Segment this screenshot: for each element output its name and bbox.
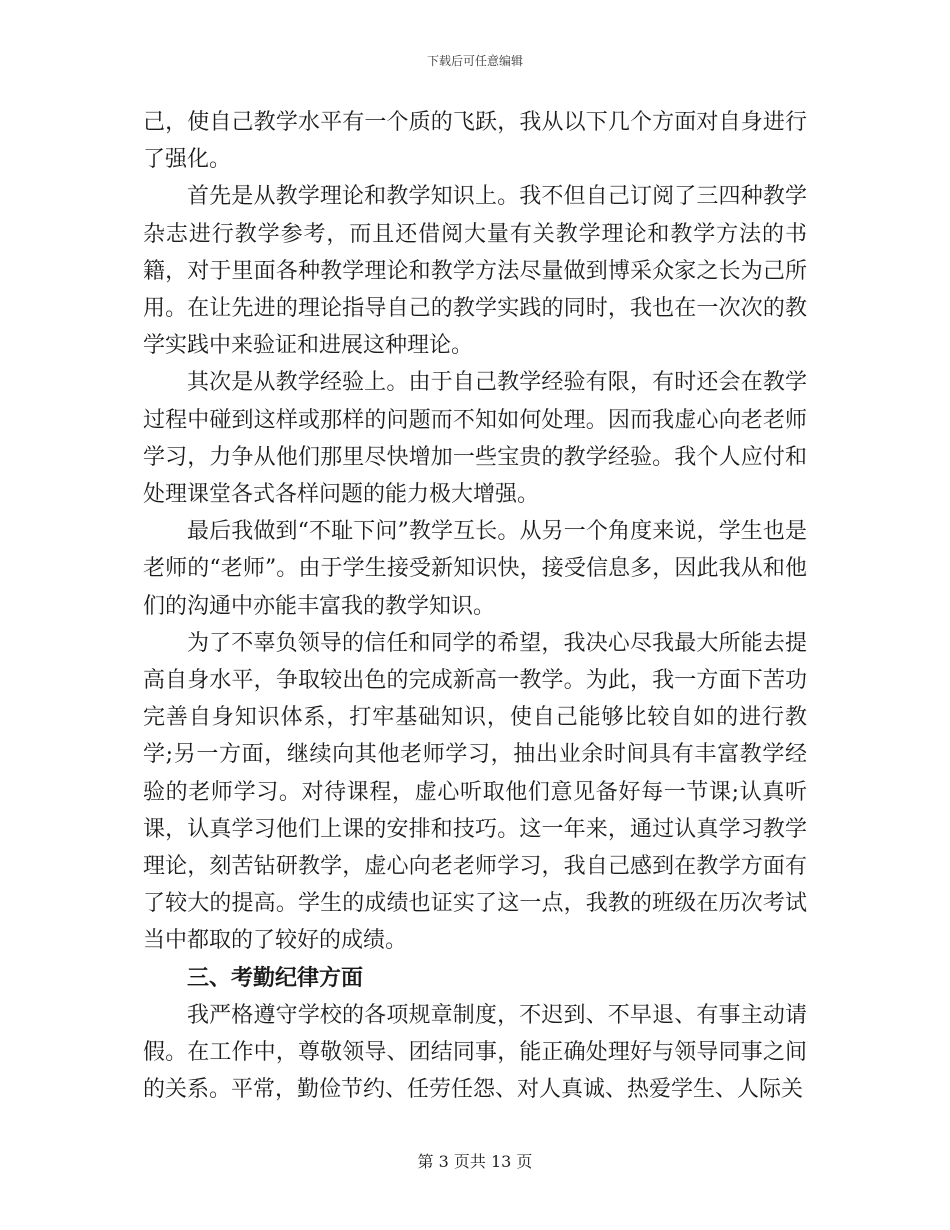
section-heading-attendance: 三、考勤纪律方面: [187, 964, 364, 991]
paragraph-continuation: 己，使自己教学水平有一个质的飞跃，我从以下几个方面对自身进行了强化。: [143, 110, 807, 173]
document-body: [143, 104, 807, 1108]
paragraph-self-improvement: 为了不辜负领导的信任和同学的希望，我决心尽我最大所能去提高自身水平，争取较出色的完成新高一教学。为此，我一方面下苦功完善自身知识体系，打牢基础知识，使自己能够比较自如的进行教学;另一方面，继续向其他老师学习，抽出业余时间具有丰富教学经验的老师学习。对待课程，虚心听取他们意见备好每一节课;认真听课，认真学习他们上课的安排和技巧。这一年来，通过认真学习教学理论，刻苦钻研教学，虚心向老老师学习，我自己感到在教学方面有了较大的提高。学生的成绩也证实了这一点，我教的班级在历次考试当中都取的了较好的成绩。: [143, 630, 807, 954]
paragraph-learning-from-students: 最后我做到“不耻下问”教学互长。从另一个角度来说，学生也是老师的“老师”。由于学生接受新知识快，接受信息多，因此我从和他们的沟通中亦能丰富我的教学知识。: [143, 519, 807, 619]
paragraph-teaching-theory: 首先是从教学理论和教学知识上。我不但自己订阅了三四种教学杂志进行教学参考，而且还借阅大量有关教学理论和教学方法的书籍，对于里面各种教学理论和教学方法尽量做到博采众家之长为己所用。在让先进的理论指导自己的教学实践的同时，我也在一次次的教学实践中来验证和进展这种理论。: [143, 184, 807, 359]
paragraph-attendance: 我严格遵守学校的各项规章制度，不迟到、不早退、有事主动请假。在工作中，尊敬领导、团结同事，能正确处理好与领导同事之间的关系。平常，勤俭节约、任劳任怨、对人真诚、热爱学生、人际关: [143, 1002, 807, 1103]
paragraph-teaching-experience: 其次是从教学经验上。由于自己教学经验有限，有时还会在教学过程中碰到这样或那样的问题而不知如何处理。因而我虚心向老老师学习，力争从他们那里尽快增加一些宝贵的教学经验。我个人应付和处理课堂各式各样问题的能力极大增强。: [143, 370, 807, 508]
page-footer: 第 3 页共 13 页: [417, 1152, 533, 1171]
page-header: 下载后可任意编辑: [426, 54, 523, 68]
